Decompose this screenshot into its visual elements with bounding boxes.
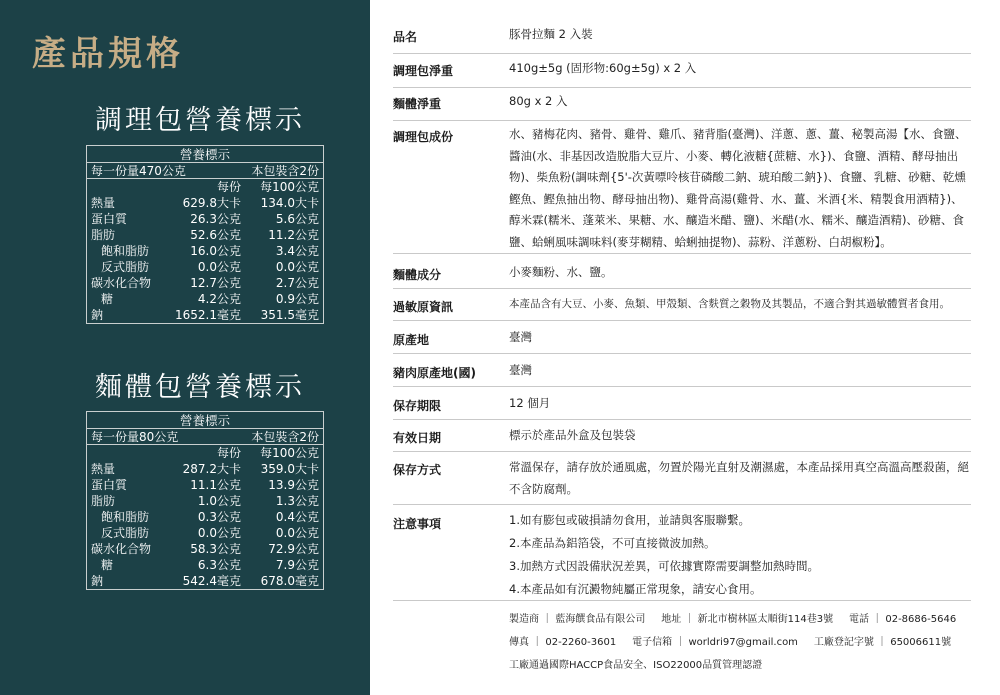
per-100g-value: 72.9公克	[268, 542, 319, 556]
per-100g-value: 2.7公克	[275, 276, 319, 290]
per-100g-value: 13.9公克	[268, 478, 319, 492]
per-serving-value: 4.2公克	[197, 292, 241, 306]
table-row	[87, 195, 323, 211]
nutrient-name: 鈉	[91, 308, 104, 322]
email: worldri97@gmail.com	[688, 637, 798, 648]
spec-row-expiry	[393, 429, 971, 452]
spec-value: 豚骨拉麵 2 入裝	[509, 27, 593, 41]
spec-label: 有效日期	[393, 431, 442, 445]
spec-row-net-weight	[393, 62, 971, 88]
spec-value: 80g x 2 入	[509, 94, 568, 108]
nutrient-name: 熱量	[91, 462, 116, 476]
per-serving-value: 542.4毫克	[182, 574, 241, 588]
table-row	[87, 573, 323, 589]
list-item: 3.加熱方式因設備狀況差異，可依據實際需要調整加熱時間。	[509, 559, 819, 573]
table-row	[87, 227, 323, 243]
phone-label: 電話	[848, 614, 869, 625]
servings-per-pack: 本包裝含2份	[251, 164, 319, 178]
footer-line-2: 傳真 ｜ 02-2260-3601 電子信箱 ｜ worldri97@gmail.com 工廠登記字號 ｜ 65006611號	[509, 637, 952, 648]
per-serving-value: 58.3公克	[190, 542, 241, 556]
per-100g-value: 5.6公克	[275, 212, 319, 226]
nutrient-name: 糖	[101, 292, 114, 306]
spec-label: 保存方式	[393, 463, 442, 477]
spec-row-product-name	[393, 28, 971, 54]
servings-per-pack: 本包裝含2份	[251, 430, 319, 444]
nutrient-name: 反式脂肪	[101, 260, 150, 274]
spec-label: 過敏原資訊	[393, 300, 454, 314]
serving-size: 每一份量80公克	[91, 430, 179, 444]
spec-label: 調理包淨重	[393, 64, 454, 78]
per-serving-value: 0.0公克	[197, 260, 241, 274]
spec-row-shelf-life	[393, 397, 971, 420]
column-header-row	[87, 445, 323, 461]
per-100g-value: 0.4公克	[275, 510, 319, 524]
manufacturer: 藍海饌食品有限公司	[555, 614, 646, 625]
table-caption: 營養標示	[87, 412, 323, 429]
nutrient-name: 脂肪	[91, 494, 116, 508]
per-100g-value: 3.4公克	[275, 244, 319, 258]
fax-label: 傳真	[509, 637, 529, 648]
footer-line-1: 製造商 ｜ 藍海饌食品有限公司 地址 ｜ 新北市樹林區太順街114巷3號 電話 ｜ 02-8686-5646	[509, 614, 957, 625]
spec-value: 臺灣	[509, 330, 532, 344]
address-label: 地址	[661, 614, 682, 625]
per-100g-value: 678.0毫克	[260, 574, 319, 588]
nutrient-name: 蛋白質	[91, 212, 128, 226]
per-100g-value: 11.2公克	[268, 228, 319, 242]
table-row	[87, 275, 323, 291]
notes-list	[509, 509, 969, 601]
spec-row-origin	[393, 331, 971, 354]
per-100g-value: 0.9公克	[275, 292, 319, 306]
per-100g-value: 351.5毫克	[260, 308, 319, 322]
nutrient-name: 飽和脂肪	[101, 244, 150, 258]
spec-value: 本產品含有大豆、小麥、魚類、甲殼類、含麩質之穀物及其製品，不適合對其過敏體質者食用。	[509, 298, 950, 310]
table-row	[87, 557, 323, 573]
spec-label: 保存期限	[393, 399, 442, 413]
table-caption: 營養標示	[87, 146, 323, 163]
per-serving-value: 629.8大卡	[182, 196, 241, 210]
table-row	[87, 211, 323, 227]
per-100g-value: 7.9公克	[275, 558, 319, 572]
per-serving-value: 52.6公克	[190, 228, 241, 242]
spec-row-pork-origin	[393, 364, 971, 387]
per-100g-value: 359.0大卡	[260, 462, 319, 476]
fax: 02-2260-3601	[545, 637, 617, 648]
col-per-serving: 每份	[216, 180, 241, 194]
per-100g-value: 1.3公克	[275, 494, 319, 508]
noodle-nutrition-heading: 麵體包營養標示	[95, 372, 305, 403]
spec-label: 原產地	[393, 333, 430, 347]
spec-row-storage	[393, 461, 971, 505]
table-row	[87, 525, 323, 541]
spec-row-noodle-ingredients	[393, 266, 971, 289]
list-item: 1.如有膨包或破損請勿食用，並請與客服聯繫。	[509, 513, 750, 527]
per-serving-value: 11.1公克	[190, 478, 241, 492]
spec-value: 12 個月	[509, 396, 551, 410]
factory-reg: 65006611號	[890, 637, 952, 648]
table-row	[87, 541, 323, 557]
nutrient-name: 碳水化合物	[91, 542, 152, 556]
table-row	[87, 291, 323, 307]
seasoning-nutrition-table	[86, 145, 324, 324]
table-row	[87, 477, 323, 493]
email-label: 電子信箱	[632, 637, 673, 648]
list-item: 4.本產品如有沉澱物純屬正常現象，請安心食用。	[509, 582, 762, 596]
spec-row-noodle-weight	[393, 95, 971, 121]
per-serving-value: 1652.1毫克	[175, 308, 241, 322]
spec-value: 常溫保存，請存放於通風處，勿置於陽光直射及潮濕處，本產品採用真空高溫高壓殺菌，絕不含防腐劑。	[509, 460, 969, 496]
per-serving-value: 287.2大卡	[182, 462, 241, 476]
table-row	[87, 243, 323, 259]
nutrient-name: 脂肪	[91, 228, 116, 242]
per-serving-value: 12.7公克	[190, 276, 241, 290]
per-serving-value: 26.3公克	[190, 212, 241, 226]
spec-value: 小麥麵粉、水、鹽。	[509, 265, 613, 279]
per-serving-value: 0.3公克	[197, 510, 241, 524]
page-title: 產品規格	[32, 34, 184, 74]
spec-label: 麵體成分	[393, 268, 442, 282]
nutrient-name: 鈉	[91, 574, 104, 588]
per-serving-value: 6.3公克	[197, 558, 241, 572]
spec-value: 臺灣	[509, 363, 532, 377]
nutrient-name: 蛋白質	[91, 478, 128, 492]
company-info	[509, 608, 979, 677]
per-100g-value: 0.0公克	[275, 260, 319, 274]
certification: 工廠通過國際HACCP食品安全、ISO22000品質管理認證	[509, 660, 763, 671]
per-serving-value: 0.0公克	[197, 526, 241, 540]
spec-value: 水、豬梅花肉、豬骨、雞骨、雞爪、豬背脂(臺灣)、洋蔥、蔥、薑、秘製高湯【水、食鹽、醬油(水、非基因改造脫脂大豆片、小麥、轉化液糖{蔗糖、水})、食鹽、酒精、酵母抽出物)、柴魚粉(調味劑{5'-次黃嘌呤核苷磷酸二鈉、琥珀酸二鈉})、食鹽、乳糖、砂糖、乾燻鰹魚、鰹魚抽出物、酵母抽出物)、雞骨高湯(雞骨、水、薑、米酒{米、精製食用酒精})、醇米霖(糯米、蓬萊米、果糖、水、釀造米醋、鹽)、米醋(水、糯米、釀造酒精)、砂糖、食鹽、蛤蜊風味調味料(麥芽糊精、蛤蜊抽提物)、蒜粉、洋蔥粉、白胡椒粉】。	[509, 127, 967, 249]
table-row	[87, 307, 323, 323]
col-per-serving: 每份	[216, 446, 241, 460]
spec-value: 標示於產品外盒及包裝袋	[509, 428, 636, 442]
per-serving-value: 1.0公克	[197, 494, 241, 508]
nutrient-name: 碳水化合物	[91, 276, 152, 290]
per-100g-value: 0.0公克	[275, 526, 319, 540]
spec-label: 調理包成份	[393, 130, 454, 144]
col-per-100g: 每100公克	[260, 446, 319, 460]
spec-value: 410g±5g (固形物:60g±5g) x 2 入	[509, 61, 697, 75]
address: 新北市樹林區太順街114巷3號	[697, 614, 834, 625]
seasoning-nutrition-heading: 調理包營養標示	[95, 105, 305, 136]
col-per-100g: 每100公克	[260, 180, 319, 194]
table-row	[87, 259, 323, 275]
per-100g-value: 134.0大卡	[260, 196, 319, 210]
spec-label: 麵體淨重	[393, 97, 442, 111]
phone: 02-8686-5646	[885, 614, 957, 625]
spec-label: 豬肉原產地(國)	[393, 366, 476, 380]
table-row	[87, 493, 323, 509]
nutrient-name: 飽和脂肪	[101, 510, 150, 524]
nutrient-name: 糖	[101, 558, 114, 572]
nutrient-name: 熱量	[91, 196, 116, 210]
manufacturer-label: 製造商	[509, 614, 539, 625]
spec-row-allergen	[393, 298, 971, 321]
factory-reg-label: 工廠登記字號	[813, 637, 874, 648]
per-serving-value: 16.0公克	[190, 244, 241, 258]
nutrition-panel	[0, 0, 370, 695]
column-header-row	[87, 179, 323, 195]
spec-row-notes	[393, 515, 971, 601]
table-row	[87, 461, 323, 477]
nutrient-name: 反式脂肪	[101, 526, 150, 540]
serving-row	[87, 429, 323, 445]
serving-row	[87, 163, 323, 179]
spec-row-ingredients	[393, 128, 971, 254]
list-item: 2.本產品為鋁箔袋，不可直接微波加熱。	[509, 536, 716, 550]
noodle-nutrition-table	[86, 411, 324, 590]
spec-label: 品名	[393, 30, 418, 44]
table-row	[87, 509, 323, 525]
spec-label: 注意事項	[393, 517, 442, 531]
serving-size: 每一份量470公克	[91, 164, 186, 178]
